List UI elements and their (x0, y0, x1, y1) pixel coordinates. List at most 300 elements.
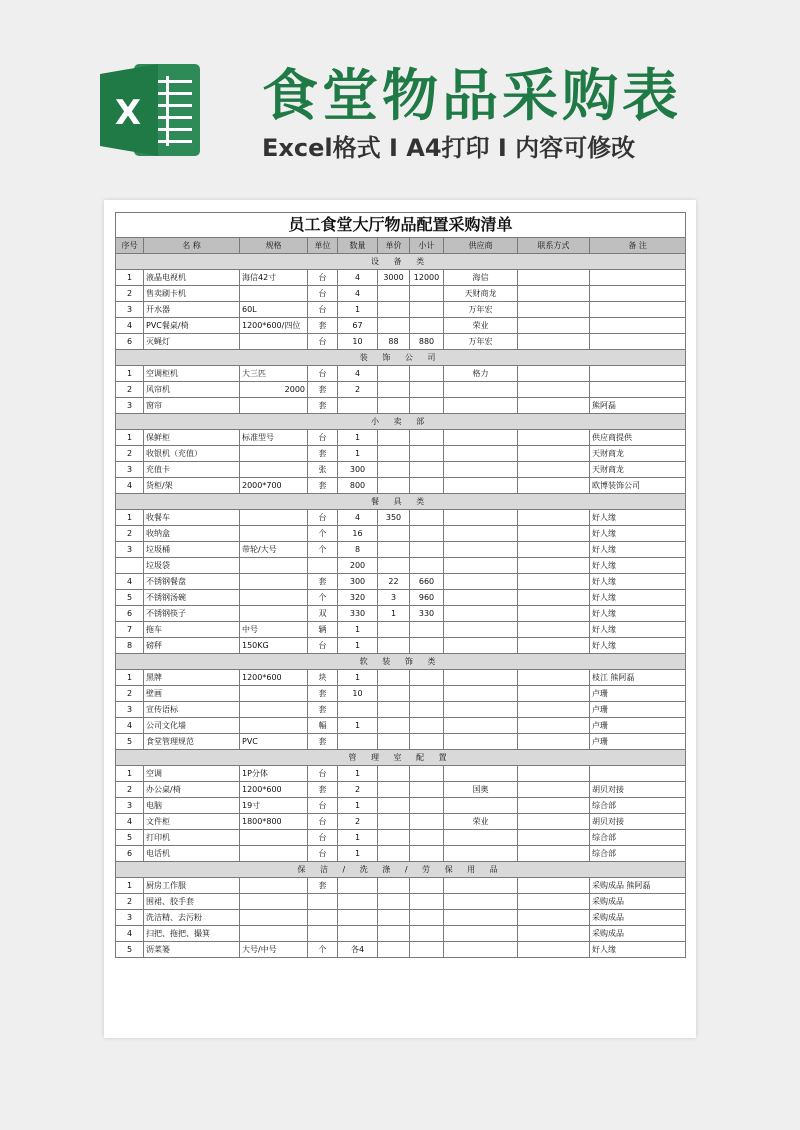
table-cell[interactable] (308, 558, 338, 574)
table-cell[interactable]: 好人缘 (590, 558, 686, 574)
table-cell[interactable]: 8 (338, 542, 378, 558)
table-cell[interactable] (240, 558, 308, 574)
table-cell[interactable] (518, 302, 590, 318)
table-cell[interactable]: 垃圾桶 (144, 542, 240, 558)
table-cell[interactable] (444, 478, 518, 494)
table-cell[interactable] (308, 926, 338, 942)
table-cell[interactable] (378, 542, 410, 558)
table-cell[interactable]: 8 (116, 638, 144, 654)
table-cell[interactable] (410, 382, 444, 398)
table-cell[interactable]: 磅秤 (144, 638, 240, 654)
table-cell[interactable]: 1 (338, 766, 378, 782)
table-cell[interactable] (444, 766, 518, 782)
table-cell[interactable] (378, 942, 410, 958)
table-cell[interactable]: 22 (378, 574, 410, 590)
table-cell[interactable]: 2 (116, 894, 144, 910)
table-cell[interactable]: 60L (240, 302, 308, 318)
table-cell[interactable] (410, 366, 444, 382)
table-cell[interactable]: 格力 (444, 366, 518, 382)
table-cell[interactable] (378, 814, 410, 830)
table-cell[interactable]: 采购成品 (590, 894, 686, 910)
table-cell[interactable]: PVC餐桌/椅 (144, 318, 240, 334)
table-cell[interactable] (410, 398, 444, 414)
table-cell[interactable]: 海信42寸 (240, 270, 308, 286)
table-cell[interactable]: 壁画 (144, 686, 240, 702)
table-cell[interactable] (410, 686, 444, 702)
table-cell[interactable]: 台 (308, 334, 338, 350)
table-cell[interactable] (410, 302, 444, 318)
table-cell[interactable]: 充值卡 (144, 462, 240, 478)
table-cell[interactable]: 3 (116, 910, 144, 926)
table-cell[interactable] (338, 926, 378, 942)
table-cell[interactable]: 个 (308, 542, 338, 558)
table-cell[interactable] (518, 878, 590, 894)
table-cell[interactable]: 1 (338, 622, 378, 638)
table-cell[interactable]: 双 (308, 606, 338, 622)
table-cell[interactable]: 胡贝对接 (590, 814, 686, 830)
table-cell[interactable]: 1800*800 (240, 814, 308, 830)
table-cell[interactable] (444, 798, 518, 814)
table-cell[interactable] (518, 478, 590, 494)
table-cell[interactable]: 10 (338, 686, 378, 702)
table-cell[interactable]: 洗洁精、去污粉 (144, 910, 240, 926)
table-cell[interactable]: 3 (378, 590, 410, 606)
table-cell[interactable]: 1 (338, 446, 378, 462)
table-cell[interactable] (518, 446, 590, 462)
table-cell[interactable]: 块 (308, 670, 338, 686)
table-cell[interactable]: 好人缘 (590, 526, 686, 542)
table-cell[interactable]: 1 (338, 718, 378, 734)
table-cell[interactable] (518, 686, 590, 702)
table-cell[interactable] (410, 798, 444, 814)
table-cell[interactable]: 300 (338, 574, 378, 590)
table-cell[interactable]: 个 (308, 942, 338, 958)
table-cell[interactable] (444, 574, 518, 590)
table-cell[interactable] (444, 462, 518, 478)
table-cell[interactable]: 1 (378, 606, 410, 622)
table-cell[interactable]: 文件柜 (144, 814, 240, 830)
table-cell[interactable]: 4 (116, 814, 144, 830)
table-cell[interactable]: 个 (308, 526, 338, 542)
table-cell[interactable] (590, 382, 686, 398)
table-cell[interactable]: 台 (308, 286, 338, 302)
table-cell[interactable] (518, 510, 590, 526)
table-cell[interactable] (338, 910, 378, 926)
table-cell[interactable]: 套 (308, 702, 338, 718)
table-cell[interactable] (240, 606, 308, 622)
table-cell[interactable] (378, 446, 410, 462)
table-cell[interactable] (444, 718, 518, 734)
table-cell[interactable] (518, 942, 590, 958)
table-cell[interactable]: 4 (116, 926, 144, 942)
table-cell[interactable]: 大三匹 (240, 366, 308, 382)
table-cell[interactable] (518, 782, 590, 798)
table-cell[interactable]: 收银机（充值） (144, 446, 240, 462)
table-cell[interactable] (378, 430, 410, 446)
table-cell[interactable]: 1 (338, 846, 378, 862)
table-cell[interactable] (444, 670, 518, 686)
table-cell[interactable]: 电话机 (144, 846, 240, 862)
table-cell[interactable]: 300 (338, 462, 378, 478)
table-cell[interactable] (444, 734, 518, 750)
table-cell[interactable] (378, 846, 410, 862)
table-cell[interactable]: 台 (308, 510, 338, 526)
table-cell[interactable] (518, 382, 590, 398)
table-cell[interactable]: 国奥 (444, 782, 518, 798)
table-cell[interactable] (518, 574, 590, 590)
table-cell[interactable]: 保鲜柜 (144, 430, 240, 446)
table-cell[interactable] (378, 878, 410, 894)
table-cell[interactable] (444, 510, 518, 526)
table-cell[interactable]: 食堂管理规范 (144, 734, 240, 750)
table-cell[interactable]: 960 (410, 590, 444, 606)
table-cell[interactable] (378, 638, 410, 654)
table-cell[interactable]: 办公桌/椅 (144, 782, 240, 798)
table-cell[interactable] (410, 766, 444, 782)
table-cell[interactable] (590, 318, 686, 334)
table-cell[interactable]: 个 (308, 590, 338, 606)
table-cell[interactable]: 16 (338, 526, 378, 542)
table-cell[interactable]: PVC (240, 734, 308, 750)
table-cell[interactable]: 4 (116, 478, 144, 494)
table-cell[interactable] (378, 622, 410, 638)
table-cell[interactable] (444, 542, 518, 558)
table-cell[interactable]: 4 (338, 366, 378, 382)
table-cell[interactable] (410, 702, 444, 718)
table-cell[interactable] (444, 606, 518, 622)
table-cell[interactable]: 19寸 (240, 798, 308, 814)
table-cell[interactable] (240, 462, 308, 478)
table-cell[interactable]: 1P分体 (240, 766, 308, 782)
table-cell[interactable] (240, 574, 308, 590)
table-cell[interactable] (378, 382, 410, 398)
table-cell[interactable] (410, 446, 444, 462)
table-cell[interactable] (378, 526, 410, 542)
table-cell[interactable]: 3 (116, 398, 144, 414)
table-cell[interactable] (410, 942, 444, 958)
table-cell[interactable] (444, 894, 518, 910)
table-cell[interactable] (444, 830, 518, 846)
table-cell[interactable] (518, 270, 590, 286)
table-cell[interactable] (518, 734, 590, 750)
table-cell[interactable]: 4 (338, 270, 378, 286)
table-cell[interactable] (444, 622, 518, 638)
table-cell[interactable] (444, 926, 518, 942)
table-cell[interactable]: 套 (308, 478, 338, 494)
table-cell[interactable] (444, 638, 518, 654)
table-cell[interactable]: 标准型号 (240, 430, 308, 446)
table-cell[interactable]: 1 (116, 270, 144, 286)
table-cell[interactable]: 围裙、胶手套 (144, 894, 240, 910)
table-cell[interactable]: 供应商提供 (590, 430, 686, 446)
table-cell[interactable] (378, 798, 410, 814)
table-cell[interactable]: 辆 (308, 622, 338, 638)
table-cell[interactable] (518, 558, 590, 574)
table-cell[interactable]: 5 (116, 942, 144, 958)
table-cell[interactable]: 熊阿磊 (590, 398, 686, 414)
table-cell[interactable] (590, 334, 686, 350)
table-cell[interactable] (410, 526, 444, 542)
table-cell[interactable]: 2 (116, 782, 144, 798)
table-cell[interactable]: 4 (338, 510, 378, 526)
table-cell[interactable] (378, 670, 410, 686)
table-cell[interactable]: 330 (338, 606, 378, 622)
table-cell[interactable] (518, 894, 590, 910)
table-cell[interactable]: 套 (308, 686, 338, 702)
table-cell[interactable]: 胡贝对接 (590, 782, 686, 798)
table-cell[interactable] (378, 286, 410, 302)
table-cell[interactable]: 6 (116, 606, 144, 622)
table-cell[interactable]: 200 (338, 558, 378, 574)
table-cell[interactable]: 枝江 熊阿磊 (590, 670, 686, 686)
table-cell[interactable]: 880 (410, 334, 444, 350)
table-cell[interactable] (240, 446, 308, 462)
table-cell[interactable]: 张 (308, 462, 338, 478)
table-cell[interactable]: 电脑 (144, 798, 240, 814)
table-cell[interactable]: 收餐车 (144, 510, 240, 526)
table-cell[interactable]: 1 (338, 302, 378, 318)
table-cell[interactable] (240, 526, 308, 542)
table-cell[interactable] (410, 430, 444, 446)
table-cell[interactable] (240, 510, 308, 526)
table-cell[interactable]: 好人缘 (590, 542, 686, 558)
table-cell[interactable]: 2 (116, 686, 144, 702)
table-cell[interactable] (378, 766, 410, 782)
table-cell[interactable]: 卢珊 (590, 686, 686, 702)
table-cell[interactable]: 不锈钢汤碗 (144, 590, 240, 606)
table-cell[interactable] (518, 926, 590, 942)
table-cell[interactable]: 幅 (308, 718, 338, 734)
table-cell[interactable] (338, 702, 378, 718)
table-cell[interactable] (444, 446, 518, 462)
table-cell[interactable] (410, 558, 444, 574)
table-cell[interactable]: 售卖刷卡机 (144, 286, 240, 302)
table-cell[interactable]: 1 (116, 366, 144, 382)
table-cell[interactable] (518, 430, 590, 446)
table-cell[interactable]: 卢珊 (590, 718, 686, 734)
table-cell[interactable] (518, 718, 590, 734)
table-cell[interactable]: 台 (308, 366, 338, 382)
table-cell[interactable] (410, 910, 444, 926)
table-cell[interactable] (240, 686, 308, 702)
table-cell[interactable]: 公司文化墙 (144, 718, 240, 734)
table-cell[interactable]: 1 (116, 430, 144, 446)
table-cell[interactable] (444, 686, 518, 702)
table-cell[interactable] (378, 478, 410, 494)
table-cell[interactable]: 台 (308, 302, 338, 318)
table-cell[interactable]: 4 (116, 318, 144, 334)
table-cell[interactable]: 扫把、拖把、撮箕 (144, 926, 240, 942)
table-cell[interactable]: 150KG (240, 638, 308, 654)
table-cell[interactable] (518, 590, 590, 606)
table-cell[interactable] (378, 462, 410, 478)
table-cell[interactable] (240, 702, 308, 718)
table-cell[interactable]: 风帘机 (144, 382, 240, 398)
table-cell[interactable]: 厨房工作服 (144, 878, 240, 894)
table-cell[interactable] (410, 670, 444, 686)
table-cell[interactable] (410, 542, 444, 558)
table-cell[interactable] (378, 830, 410, 846)
table-cell[interactable] (378, 734, 410, 750)
table-cell[interactable] (590, 302, 686, 318)
table-cell[interactable]: 3 (116, 542, 144, 558)
table-cell[interactable]: 台 (308, 766, 338, 782)
table-cell[interactable]: 台 (308, 814, 338, 830)
table-cell[interactable]: 液晶电视机 (144, 270, 240, 286)
table-cell[interactable]: 台 (308, 798, 338, 814)
table-cell[interactable] (444, 702, 518, 718)
table-cell[interactable]: 7 (116, 622, 144, 638)
table-cell[interactable]: 88 (378, 334, 410, 350)
table-cell[interactable] (240, 846, 308, 862)
table-cell[interactable]: 1200*600 (240, 782, 308, 798)
table-cell[interactable] (378, 702, 410, 718)
table-cell[interactable]: 5 (116, 830, 144, 846)
table-cell[interactable]: 台 (308, 638, 338, 654)
table-cell[interactable]: 好人缘 (590, 942, 686, 958)
table-cell[interactable]: 卢珊 (590, 702, 686, 718)
table-cell[interactable]: 2 (338, 814, 378, 830)
table-cell[interactable]: 3 (116, 702, 144, 718)
table-cell[interactable]: 1200*600 (240, 670, 308, 686)
table-cell[interactable]: 1 (338, 798, 378, 814)
table-cell[interactable]: 660 (410, 574, 444, 590)
table-cell[interactable]: 采购成品 (590, 910, 686, 926)
table-cell[interactable] (378, 718, 410, 734)
table-cell[interactable] (444, 558, 518, 574)
table-cell[interactable] (410, 814, 444, 830)
table-cell[interactable]: 好人缘 (590, 574, 686, 590)
table-cell[interactable] (518, 798, 590, 814)
table-cell[interactable]: 台 (308, 270, 338, 286)
table-cell[interactable]: 垃圾袋 (144, 558, 240, 574)
table-cell[interactable] (240, 286, 308, 302)
table-cell[interactable] (410, 878, 444, 894)
table-cell[interactable]: 各4 (338, 942, 378, 958)
table-cell[interactable] (410, 734, 444, 750)
table-cell[interactable] (518, 670, 590, 686)
table-cell[interactable]: 天财商龙 (590, 446, 686, 462)
table-cell[interactable] (518, 766, 590, 782)
table-cell[interactable] (410, 782, 444, 798)
table-cell[interactable]: 2 (338, 382, 378, 398)
table-cell[interactable]: 拖车 (144, 622, 240, 638)
table-cell[interactable] (518, 606, 590, 622)
table-cell[interactable] (338, 894, 378, 910)
table-cell[interactable]: 综合部 (590, 846, 686, 862)
table-cell[interactable]: 综合部 (590, 798, 686, 814)
table-cell[interactable] (378, 686, 410, 702)
table-cell[interactable] (378, 318, 410, 334)
table-cell[interactable]: 1 (338, 830, 378, 846)
table-cell[interactable]: 5 (116, 734, 144, 750)
table-cell[interactable] (518, 622, 590, 638)
table-cell[interactable]: 1 (338, 670, 378, 686)
table-cell[interactable] (444, 910, 518, 926)
table-cell[interactable] (338, 734, 378, 750)
table-cell[interactable]: 采购成品 (590, 926, 686, 942)
table-cell[interactable]: 套 (308, 574, 338, 590)
table-cell[interactable]: 中号 (240, 622, 308, 638)
table-cell[interactable]: 1 (116, 510, 144, 526)
table-cell[interactable] (378, 558, 410, 574)
table-cell[interactable]: 采购成品 熊阿磊 (590, 878, 686, 894)
table-cell[interactable] (410, 622, 444, 638)
table-cell[interactable]: 荣业 (444, 814, 518, 830)
table-cell[interactable] (410, 462, 444, 478)
table-cell[interactable]: 空调柜机 (144, 366, 240, 382)
table-cell[interactable] (518, 334, 590, 350)
table-cell[interactable]: 好人缘 (590, 590, 686, 606)
table-cell[interactable] (518, 702, 590, 718)
table-cell[interactable]: 67 (338, 318, 378, 334)
table-cell[interactable]: 2000 (240, 382, 308, 398)
table-cell[interactable]: 1200*600/四位 (240, 318, 308, 334)
table-cell[interactable]: 天财商龙 (444, 286, 518, 302)
table-cell[interactable] (590, 766, 686, 782)
table-cell[interactable]: 套 (308, 446, 338, 462)
table-cell[interactable]: 3 (116, 462, 144, 478)
table-cell[interactable]: 套 (308, 318, 338, 334)
table-cell[interactable]: 3 (116, 798, 144, 814)
table-cell[interactable]: 灭蝇灯 (144, 334, 240, 350)
table-cell[interactable]: 荣业 (444, 318, 518, 334)
table-cell[interactable] (444, 590, 518, 606)
table-cell[interactable]: 好人缘 (590, 510, 686, 526)
table-cell[interactable] (240, 878, 308, 894)
table-cell[interactable] (378, 398, 410, 414)
table-cell[interactable]: 不锈钢餐盘 (144, 574, 240, 590)
table-cell[interactable]: 好人缘 (590, 622, 686, 638)
table-cell[interactable] (410, 510, 444, 526)
table-cell[interactable] (518, 830, 590, 846)
table-cell[interactable] (518, 910, 590, 926)
table-cell[interactable]: 2 (116, 526, 144, 542)
table-cell[interactable]: 天财商龙 (590, 462, 686, 478)
table-cell[interactable] (444, 526, 518, 542)
table-cell[interactable] (410, 718, 444, 734)
table-cell[interactable]: 3000 (378, 270, 410, 286)
table-cell[interactable]: 1 (338, 638, 378, 654)
table-cell[interactable]: 1 (116, 878, 144, 894)
table-cell[interactable] (444, 382, 518, 398)
table-cell[interactable]: 欧博装饰公司 (590, 478, 686, 494)
table-cell[interactable] (410, 894, 444, 910)
table-cell[interactable] (410, 478, 444, 494)
table-cell[interactable] (240, 398, 308, 414)
table-cell[interactable] (338, 878, 378, 894)
table-cell[interactable] (518, 318, 590, 334)
table-cell[interactable]: 打印机 (144, 830, 240, 846)
table-cell[interactable]: 2 (116, 382, 144, 398)
table-cell[interactable]: 沥菜篓 (144, 942, 240, 958)
table-cell[interactable]: 不锈钢筷子 (144, 606, 240, 622)
table-cell[interactable]: 宣传语标 (144, 702, 240, 718)
table-cell[interactable]: 万年宏 (444, 302, 518, 318)
table-cell[interactable] (518, 526, 590, 542)
table-cell[interactable]: 6 (116, 334, 144, 350)
table-cell[interactable]: 1 (116, 670, 144, 686)
table-cell[interactable]: 卢珊 (590, 734, 686, 750)
table-cell[interactable]: 黑牌 (144, 670, 240, 686)
table-cell[interactable] (338, 398, 378, 414)
table-cell[interactable]: 10 (338, 334, 378, 350)
table-cell[interactable] (518, 846, 590, 862)
table-cell[interactable] (378, 302, 410, 318)
table-cell[interactable]: 5 (116, 590, 144, 606)
table-cell[interactable]: 窗帘 (144, 398, 240, 414)
table-cell[interactable]: 350 (378, 510, 410, 526)
